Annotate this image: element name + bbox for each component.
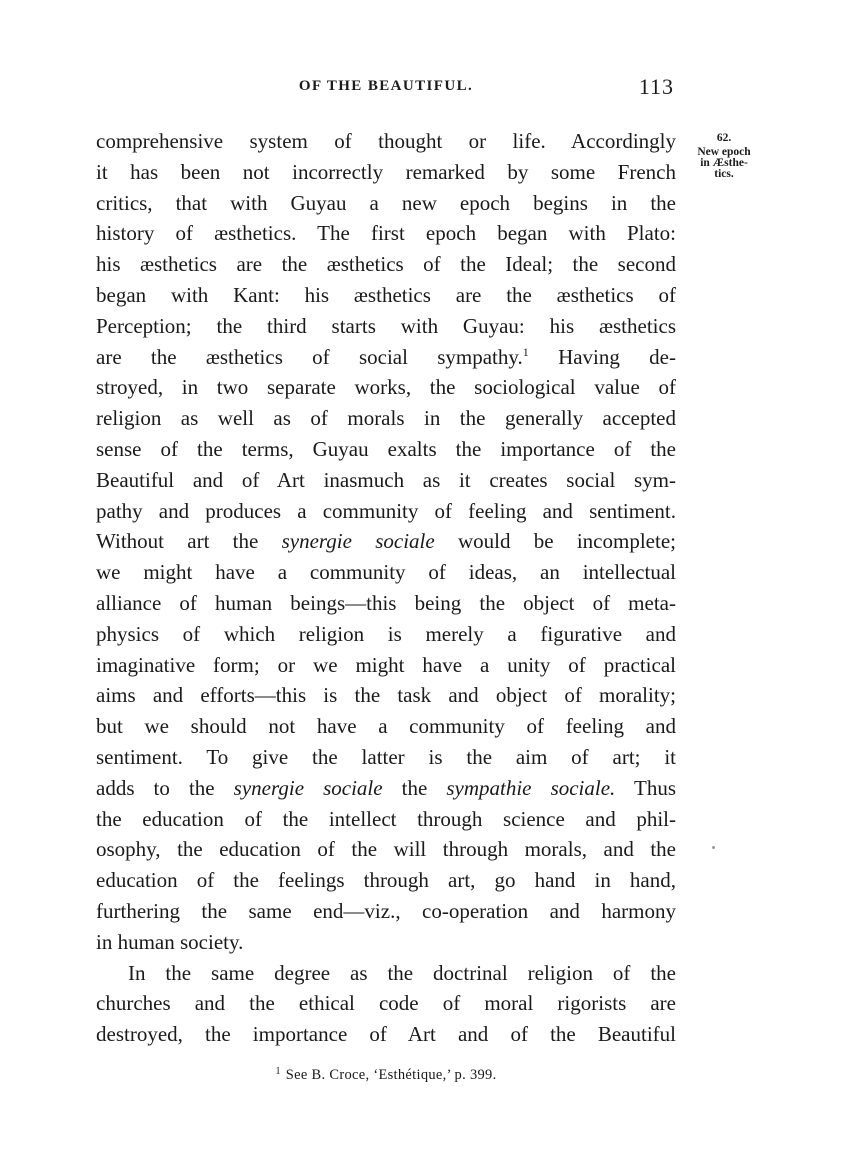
line-text: Having de- bbox=[528, 344, 677, 369]
text-line bbox=[96, 650, 676, 681]
text-line bbox=[96, 557, 676, 588]
running-head bbox=[96, 74, 676, 104]
line-text: it has been not incorrectly remarked by some French bbox=[96, 159, 676, 184]
footnote-text: See B. Croce, ‘Esthétique,’ p. 399. bbox=[285, 1067, 497, 1083]
line-text: the education of the intellect through science and phil- bbox=[96, 806, 676, 831]
line-text: in human society. bbox=[96, 929, 244, 954]
footnote-mark: 1 bbox=[275, 1066, 281, 1077]
line-text: religion as well as of morals in the generally accepted bbox=[96, 406, 676, 431]
text-line bbox=[96, 465, 676, 496]
text-line bbox=[96, 434, 676, 465]
text-line bbox=[96, 311, 676, 342]
text-line bbox=[96, 927, 676, 958]
page-number: 113 bbox=[638, 74, 674, 99]
text-line bbox=[96, 403, 676, 434]
text-line bbox=[96, 680, 676, 711]
margin-note-line: tics. bbox=[714, 168, 734, 180]
text-line bbox=[96, 834, 676, 865]
text-line bbox=[96, 742, 676, 773]
line-text: sentiment. To give the latter is the aim of art; it bbox=[96, 744, 676, 769]
text-line bbox=[96, 958, 676, 989]
margin-note bbox=[684, 133, 764, 180]
line-text: furthering the same end—viz., co-operation and harmony bbox=[96, 898, 676, 923]
text-line bbox=[96, 188, 676, 219]
text-line bbox=[96, 865, 676, 896]
text-line bbox=[96, 218, 676, 249]
text-line bbox=[96, 896, 676, 927]
line-text: sense of the terms, Guyau exalts the importance of the bbox=[96, 436, 676, 461]
line-text: history of æsthetics. The first epoch began with Plato: bbox=[96, 221, 676, 246]
line-text: Beautiful and of Art inasmuch as it creates social sym- bbox=[96, 467, 676, 492]
text-line bbox=[96, 804, 676, 835]
italic-phrase: synergie sociale bbox=[281, 529, 435, 554]
text-line bbox=[96, 249, 676, 280]
line-text: but we should not have a community of feeling and bbox=[96, 714, 676, 739]
line-text: would be incomplete; bbox=[434, 529, 676, 554]
line-text: his æsthetics are the æsthetics of the Ideal; the second bbox=[96, 252, 676, 277]
line-text: stroyed, in two separate works, the sociological value of bbox=[96, 375, 676, 400]
footnote-reference: 1 bbox=[522, 344, 529, 359]
line-text: churches and the ethical code of moral rigorists are bbox=[96, 991, 676, 1016]
margin-note-line: in Æsthe- bbox=[700, 157, 748, 169]
margin-note-line: New epoch bbox=[697, 146, 751, 158]
line-text: physics of which religion is merely a figurative and bbox=[96, 621, 676, 646]
running-title: OF THE BEAUTIFUL. bbox=[298, 78, 474, 94]
line-text: began with Kant: his æsthetics are the æsthetics of bbox=[96, 282, 676, 307]
line-text: adds to the bbox=[96, 775, 234, 800]
text-line bbox=[96, 711, 676, 742]
line-text: Thus bbox=[615, 775, 676, 800]
line-text: osophy, the education of the will through morals, and the bbox=[96, 837, 676, 862]
text-line bbox=[96, 988, 676, 1019]
text-line bbox=[96, 157, 676, 188]
line-text: In the same degree as the doctrinal religion of the bbox=[128, 960, 676, 985]
italic-phrase: synergie sociale bbox=[233, 775, 383, 800]
line-text: aims and efforts—this is the task and object of morality; bbox=[96, 683, 676, 708]
text-line bbox=[96, 126, 676, 157]
line-text: education of the feelings through art, go hand in hand, bbox=[96, 868, 676, 893]
text-line bbox=[96, 526, 676, 557]
line-text: pathy and produces a community of feeling and sentiment. bbox=[96, 498, 676, 523]
line-text: destroyed, the importance of Art and of the Beautiful bbox=[96, 1022, 676, 1047]
line-text: imaginative form; or we might have a unity of practical bbox=[96, 652, 676, 677]
line-text: the bbox=[382, 775, 447, 800]
italic-phrase: sympathie sociale. bbox=[446, 775, 616, 800]
line-text: comprehensive system of thought or life. Accordingly bbox=[96, 129, 676, 153]
body-text bbox=[96, 126, 676, 1050]
text-line bbox=[96, 372, 676, 403]
text-line bbox=[96, 1019, 676, 1050]
line-text: alliance of human beings—this being the object of meta- bbox=[96, 590, 676, 615]
line-text: Perception; the third starts with Guyau: his æsthetics bbox=[96, 313, 676, 338]
footnote bbox=[96, 1066, 676, 1084]
text-line bbox=[96, 496, 676, 527]
line-text: are the æsthetics of social sympathy. bbox=[96, 344, 523, 369]
line-text: Without art the bbox=[96, 529, 282, 554]
paper-speck bbox=[712, 846, 715, 849]
text-line bbox=[96, 342, 676, 373]
text-line bbox=[96, 280, 676, 311]
margin-note-number: 62. bbox=[716, 132, 732, 144]
text-line bbox=[96, 588, 676, 619]
line-text: critics, that with Guyau a new epoch begins in the bbox=[96, 190, 676, 215]
text-line bbox=[96, 773, 676, 804]
line-text: we might have a community of ideas, an intellectual bbox=[96, 560, 676, 585]
text-line bbox=[96, 619, 676, 650]
